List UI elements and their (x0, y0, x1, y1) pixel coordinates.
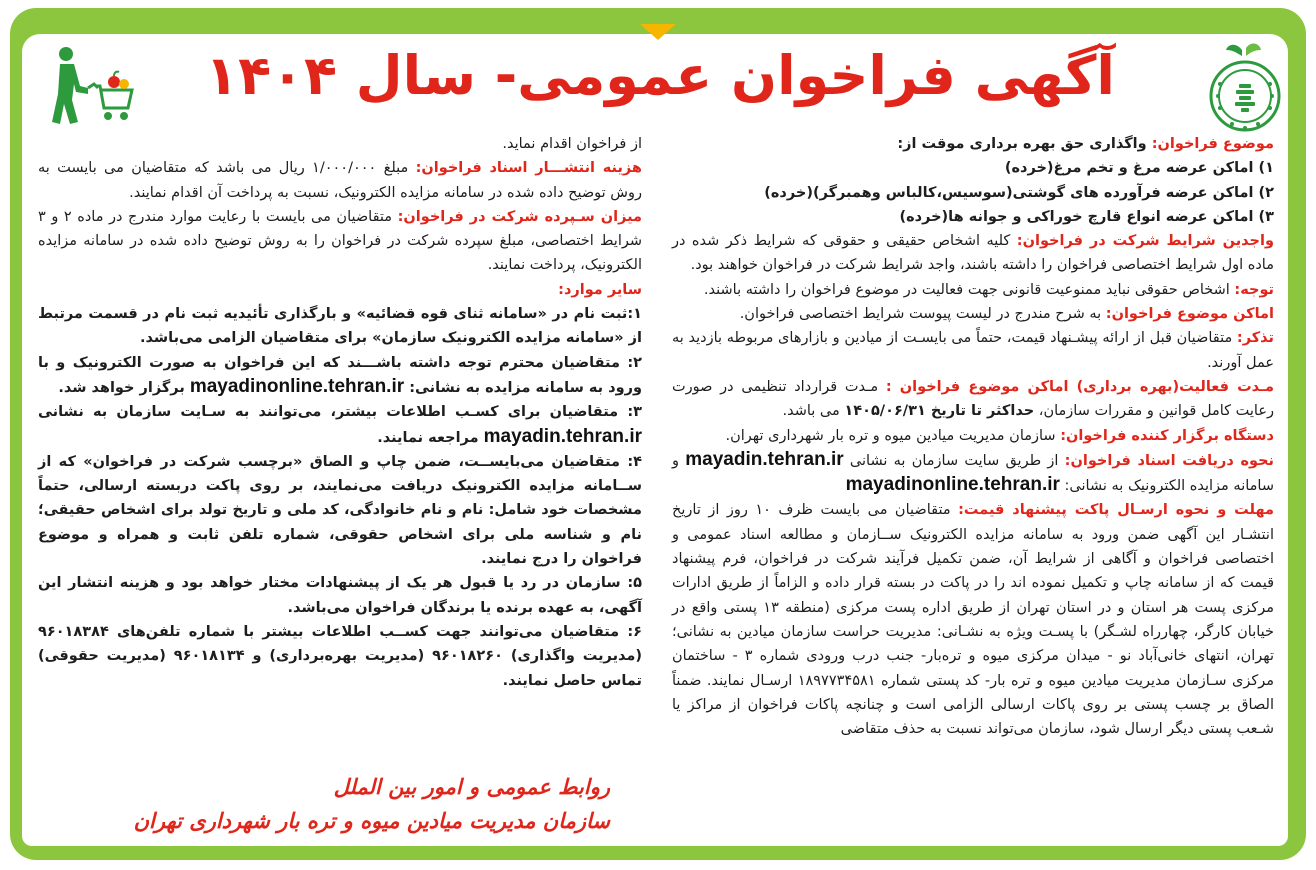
other-item-3-end: مراجعه نمایند. (377, 429, 484, 446)
fee-paragraph (38, 156, 642, 205)
subject-heading: موضوع فراخوان: (1151, 136, 1274, 152)
deposit-text: متقاضیان می بایست با رعایت موارد مندرج در ماده ۲ و ۳ شرایط اختصاصی، مبلغ سپرده شرکت در فراخوان را به روش توضیح داده شده در سامانه مزایده الکترونیک، پرداخت نمایند. (38, 208, 642, 274)
auction-system-link-2[interactable]: mayadinonline.tehran.ir (189, 375, 405, 397)
conditions-paragraph (672, 229, 1274, 278)
other-items-heading: سایر موارد: (558, 281, 642, 298)
deposit-heading: میزان سـپرده شرکت در فراخوان: (397, 208, 642, 225)
subject-paragraph (672, 132, 1274, 156)
deadline-heading: مهلت و نحوه ارسـال پاکت پیشنهاد قیمت: (958, 502, 1274, 519)
deposit-paragraph (38, 205, 642, 278)
documents-paragraph (672, 448, 1274, 499)
other-item-4: ۴: متقاضیان می‌بایســت، ضمن چاپ و الصاق «برچسب شرکت در فراخوان» که از ســامانه مزایده الکترونیک دریافت می‌نمایند، بر روی پاکت دربسته ارسالی، حتماً مشخصات خود شامل: نام و نام خانوادگی، کد ملی و تاریخ تولد برای اشخاص حقیقی؛ نام و شناسه ملی برای اشخاص حقوقی، شماره تلفن ثابت و همراه و موضوع فراخوان را درج نمایند. (38, 453, 642, 568)
website-link-2[interactable]: mayadin.tehran.ir (483, 425, 642, 447)
places-heading: اماکن موضوع فراخوان: (1105, 306, 1274, 323)
reminder-heading: تذکر: (1236, 330, 1274, 347)
left-column (38, 132, 642, 693)
subject-item: ۱) اماکن عرضه مرغ و تخم مرغ(خرده) (1004, 160, 1274, 177)
note-text: اشخاص حقوقی نباید ممنوعیت قانونی جهت فعالیت در موضوع فراخوان را داشته باشند. (703, 281, 1235, 298)
organizer-text: سازمان مدیریت میادین میوه و تره بار شهرداری تهران. (725, 427, 1061, 444)
footer-line-1: روابط عمومی و امور بین الملل (333, 775, 610, 799)
fee-text: مبلغ ۱/۰۰۰/۰۰۰ ریال می باشد که متقاضیان می بایست به روش توضیح داده شده در سامانه مزایده الکترونیک، نسبت به پرداخت آن اقدام نمایند. (38, 160, 642, 201)
subject-item: ۲) اماکن عرضه فرآورده های گوشتی(سوسیس،کالباس وهمبرگر)(خرده) (764, 184, 1274, 201)
footer-signature (50, 770, 610, 838)
conditions-text: کلیه اشخاص حقیقی و حقوقی که شرایط ذکر شده در ماده اول شرایط اختصاصی فراخوان را داشته باشند، واجد شرایط شرکت در فراخوان خواهند بود. (672, 233, 1274, 274)
reminder-text: متقاضیان قبل از ارائه پیشـنهاد قیمت، حتماً می بایسـت از میادین و بازارهای مربوطه بازدید به عمل آورند. (672, 330, 1274, 371)
note-paragraph (672, 278, 1274, 302)
fee-heading: هزینه انتشـــار اسناد فراخوان: (415, 160, 642, 177)
organizer-paragraph (672, 424, 1274, 448)
subject-item: ۳) اماکن عرضه انواع قارچ خوراکی و جوانه ها(خرده) (899, 208, 1274, 225)
subject-text: واگذاری حق بهره برداری موقت از: (897, 136, 1152, 152)
top-notch-triangle (640, 24, 676, 40)
places-text: به شرح مندرج در لیست پیوست شرایط اختصاصی فراخوان. (739, 306, 1106, 323)
duration-paragraph (672, 375, 1274, 424)
deadline-paragraph (672, 498, 1274, 741)
other-item-6: ۶: متقاضیان می‌توانند جهت کســب اطلاعات بیشتر با شماره تلفن‌های ۹۶۰۱۸۳۸۴ (مدیریت واگذاری) ۹۶۰۱۸۲۶۰ (مدیریت بهره‌برداری) و ۹۶۰۱۸۱۳۴ (مدیریت حقوقی) تماس حاصل نمایند. (38, 623, 642, 689)
note-heading: توجه: (1234, 281, 1274, 298)
duration-text: مـدت قرارداد تنظیمی در صورت رعایت کامل قوانین و مقررات سازمان، (672, 378, 1274, 420)
documents-text: از طریق سایت سازمان به نشانی (843, 452, 1065, 469)
conditions-heading: واجدین شرایط شرکت در فراخوان: (1016, 233, 1274, 250)
tehran-municipality-logo (1206, 40, 1284, 136)
other-item-2-end: برگزار خواهد شد. (58, 379, 190, 396)
title-text: آگهی فراخوان عمومی- سال ۱۴۰۴ (205, 44, 1115, 107)
right-column (672, 132, 1274, 741)
other-item-3 (38, 400, 642, 450)
website-link[interactable]: mayadin.tehran.ir (685, 448, 844, 470)
auction-system-link[interactable]: mayadinonline.tehran.ir (845, 474, 1060, 496)
footer-line-2: سازمان مدیریت میادین میوه و تره بار شهرداری تهران (133, 809, 610, 833)
other-item-1: ۱:ثبت نام در «سامانه ثنای قوه قضائیه» و بارگذاری تأئیدیه ثبت نام در قسمت مرتبط از «سامانه مزایده الکترونیک سازمان» برای متقاضیان الزامی می‌باشد. (38, 306, 642, 347)
duration-heading: مـدت فعالیت(بهره برداری) اماکن موضوع فراخوان : (885, 378, 1274, 395)
other-item-2 (38, 351, 642, 401)
documents-heading: نحوه دریافت اسناد فراخوان: (1064, 452, 1275, 469)
shopping-cart-person-icon (44, 44, 134, 126)
other-item-5: ۵: سازمان در رد یا قبول هر یک از پیشنهادات مختار خواهد بود و هزینه انتشار این آگهی، به عهده برنده یا برندگان فراخوان می‌باشد. (38, 575, 642, 616)
other-item-2-text: ۲: متقاضیان محترم توجه داشته باشـــند که این فراخوان به صورت الکترونیک و با ورود به سامانه مزایده به نشانی: (38, 354, 642, 396)
deadline-text: متقاضیان می بایست ظرف ۱۰ روز از تاریخ انتشـار این آگهی ضمن ورود به سامانه مزایده الکترونیک ســازمان و مطالعه اسناد عمومی و اختصاصی فراخوان و آگاهی از شرایط آن، ضمن تکمیل فرآیند شرکت در فراخوان، فرم پیشنهاد قیمت که از سامانه چاپ و تکمیل نموده اند را در پاکت در بسته قرار داده و الزاماً از طریق ادارات مرکزی پست هر استان و در استان تهران از طریق اداره پست مرکزی (منطقه ۱۳ پستی واقع در خیابان کارگر، چهارراه لشـگر) با پسـت ویژه به نشـانی: مدیریت حراست سازمان میادین به نشانی؛ تهران، انتهای خانی‌آباد نو - میدان مرکزی میوه و تره‌بار- جنب درب ورودی شماره ۳ - ساختمان مرکزی سـازمان مدیریت میادین میوه و تره بار- کد پستی شماره ۱۸۹۷۷۳۴۵۸۱ ارسـال نمایند. ضمناً الصاق بر چسب پستی بر روی پاکات ارسالی الزامی است و چنانچه پاکات فراخوان از مراکز یا شـعب پستی دیگر ارسال شود، سازمان می‌تواند نسبت به حذف متقاضی (672, 502, 1274, 738)
documents-text-2: و سامانه مزایده الکترونیک به نشانی: (672, 452, 1274, 495)
continuation-text: از فراخوان اقدام نماید. (502, 136, 642, 152)
duration-deadline: حداکثر تا تاریخ ۱۴۰۵/۰۶/۳۱ (844, 403, 1035, 420)
other-item-3-text: ۳: متقاضیان برای کسـب اطلاعات بیشتر، می‌توانند به سـایت سازمان به نشانی (38, 404, 642, 421)
duration-text-end: می باشد. (782, 403, 845, 420)
reminder-paragraph (672, 326, 1274, 375)
places-paragraph (672, 302, 1274, 326)
organizer-heading: دستگاه برگزار کننده فراخوان: (1060, 427, 1274, 444)
notice-title (205, 40, 1115, 110)
